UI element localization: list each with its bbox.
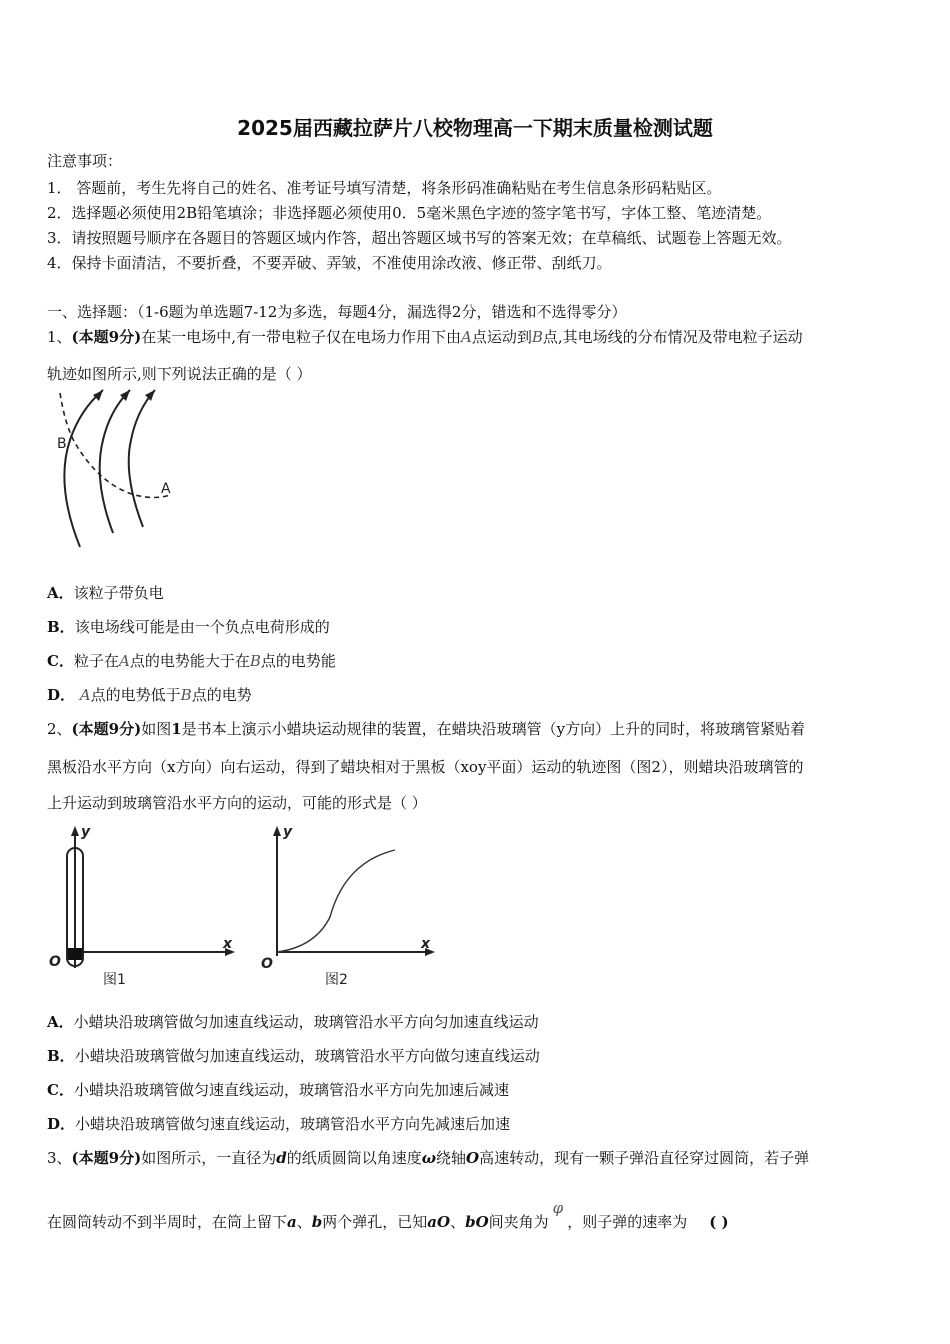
q1-line-1 xyxy=(47,326,803,347)
option-text: 小蜡块沿玻璃管做匀加速直线运动，玻璃管沿水平方向做匀速直线运动 xyxy=(74,1047,540,1065)
fig1-caption: 图1 xyxy=(103,972,126,988)
q2-line-3: 上升运动到玻璃管沿水平方向的运动，可能的形式是（ ） xyxy=(47,794,427,812)
point-b-symbol: B xyxy=(180,686,192,704)
notice-heading: 注意事项： xyxy=(47,152,123,170)
q3-text: 如图所示，一直径为 xyxy=(141,1149,277,1167)
axis-y-label: y xyxy=(81,824,91,840)
q2-line-2: 黑板沿水平方向（x方向）向右运动，得到了蜡块相对于黑板（xoy平面）运动的轨迹图（图2），则蜡块沿玻璃管的 xyxy=(47,758,804,776)
q1-text: 点,其电场线的分布情况及带电粒子运动 xyxy=(542,328,803,346)
q1-option-a xyxy=(47,582,164,603)
q1-text: 点运动到 xyxy=(471,328,532,346)
q2-number: 2、 xyxy=(47,720,72,738)
fig-label-b: B xyxy=(57,436,67,452)
q2-text: 1 xyxy=(171,720,182,738)
option-label: A． xyxy=(47,1013,74,1031)
q3-text: 在圆筒转动不到半周时，在筒上留下 xyxy=(47,1213,288,1231)
q3-text: 高速转动，现有一颗子弹沿直径穿过圆筒，若子弹 xyxy=(479,1149,810,1167)
q2-option-b xyxy=(47,1045,540,1066)
q3-number: 3、 xyxy=(47,1149,72,1167)
q2-figure-2 xyxy=(255,822,440,992)
q2-option-a xyxy=(47,1011,539,1032)
q2-text: 是书本上演示小蜡块运动规律的装置，在蜡块沿玻璃管（y方向）上升的同时，将玻璃管紧贴着 xyxy=(181,720,806,738)
q3-line-2 xyxy=(47,1199,729,1232)
origin-label: O xyxy=(49,954,61,970)
q1-option-c xyxy=(47,650,336,671)
section-heading: 一、选择题：（1-6题为单选题7-12为多选，每题4分，漏选得2分，错选和不选得零分） xyxy=(47,303,627,321)
q1-electric-field-figure xyxy=(45,385,195,555)
point-b-symbol: B xyxy=(249,652,261,670)
axis-x-label: x xyxy=(421,936,431,952)
q3-symbol: bO xyxy=(465,1213,489,1231)
option-text: 该粒子带负电 xyxy=(73,584,164,602)
axis-y-label: y xyxy=(283,824,293,840)
q3-text: 、 xyxy=(296,1213,312,1231)
fig-label-a: A xyxy=(161,481,171,497)
point-a-symbol: A xyxy=(460,328,472,346)
option-text: 点的电势低于 xyxy=(90,686,181,704)
option-text: 点的电势 xyxy=(191,686,252,704)
phi-symbol: φ xyxy=(552,1199,564,1217)
q3-text: ，则子弹的速率为 xyxy=(567,1213,688,1231)
option-text: 点的电势能 xyxy=(260,652,336,670)
origin-label: O xyxy=(261,956,273,972)
option-text: 该电场线可能是由一个负点电荷形成的 xyxy=(74,618,330,636)
q3-text: 的纸质圆筒以角速度 xyxy=(286,1149,422,1167)
q2-option-c xyxy=(47,1079,509,1100)
q1-text: 在某一电场中,有一带电粒子仅在电场力作用下由 xyxy=(141,328,461,346)
axis-x-label: x xyxy=(223,936,233,952)
q3-symbol: a xyxy=(287,1213,297,1231)
q1-line-2: 轨迹如图所示,则下列说法正确的是（ ） xyxy=(47,365,312,383)
q1-number: 1、 xyxy=(47,328,72,346)
q3-symbol: aO xyxy=(427,1213,451,1231)
option-label: A． xyxy=(47,584,74,602)
option-text: 点的电势能大于在 xyxy=(129,652,250,670)
q1-score: (本题9分) xyxy=(71,328,142,346)
q3-symbol: b xyxy=(311,1213,323,1231)
q3-symbol: d xyxy=(276,1149,287,1167)
answer-paren: ( ) xyxy=(709,1213,729,1231)
point-a-symbol: A xyxy=(79,686,91,704)
q3-score: (本题9分) xyxy=(71,1149,142,1167)
notice-item: 2．选择题必须使用2B铅笔填涂；非选择题必须使用0．5毫米黑色字迹的签字笔书写，字体工整、笔迹清楚。 xyxy=(47,204,772,222)
q3-text: 两个弹孔，已知 xyxy=(322,1213,428,1231)
option-label: D． xyxy=(47,686,76,704)
q2-text: 如图 xyxy=(141,720,172,738)
notice-item: 4．保持卡面清洁，不要折叠，不要弄破、弄皱，不准使用涂改液、修正带、刮纸刀。 xyxy=(47,254,612,272)
option-text: 小蜡块沿玻璃管做匀加速直线运动，玻璃管沿水平方向匀加速直线运动 xyxy=(73,1013,539,1031)
q2-score: (本题9分) xyxy=(71,720,142,738)
page-title: 2025届西藏拉萨片八校物理高一下期末质量检测试题 xyxy=(237,116,713,140)
q3-text: 绕轴 xyxy=(436,1149,467,1167)
option-label: B． xyxy=(47,1047,75,1065)
option-text: 小蜡块沿玻璃管做匀速直线运动，玻璃管沿水平方向先减速后加速 xyxy=(75,1115,511,1133)
q2-figure-1 xyxy=(45,822,240,992)
q1-option-d xyxy=(47,684,252,705)
notice-item: 1． 答题前，考生先将自己的姓名、准考证号填写清楚，将条形码准确粘贴在考生信息条形码粘贴区。 xyxy=(47,179,722,197)
option-label: B． xyxy=(47,618,75,636)
option-text: 粒子在 xyxy=(73,652,119,670)
fig2-caption: 图2 xyxy=(325,972,348,988)
q3-text: 、 xyxy=(450,1213,466,1231)
option-label: C． xyxy=(47,1081,74,1099)
point-b-symbol: B xyxy=(531,328,543,346)
q1-option-b xyxy=(47,616,330,637)
q2-line-1 xyxy=(47,718,805,739)
q3-line-1 xyxy=(47,1147,809,1168)
q3-symbol: O xyxy=(466,1149,480,1167)
q2-option-d xyxy=(47,1113,510,1134)
option-text: 小蜡块沿玻璃管做匀速直线运动，玻璃管沿水平方向先加速后减速 xyxy=(73,1081,509,1099)
notice-item: 3．请按照题号顺序在各题目的答题区域内作答，超出答题区域书写的答案无效；在草稿纸、试题卷上答题无效。 xyxy=(47,229,792,247)
q3-symbol: ω xyxy=(421,1149,437,1167)
q3-text: 间夹角为 xyxy=(488,1213,549,1231)
option-label: D． xyxy=(47,1115,76,1133)
option-label: C． xyxy=(47,652,74,670)
point-a-symbol: A xyxy=(118,652,130,670)
